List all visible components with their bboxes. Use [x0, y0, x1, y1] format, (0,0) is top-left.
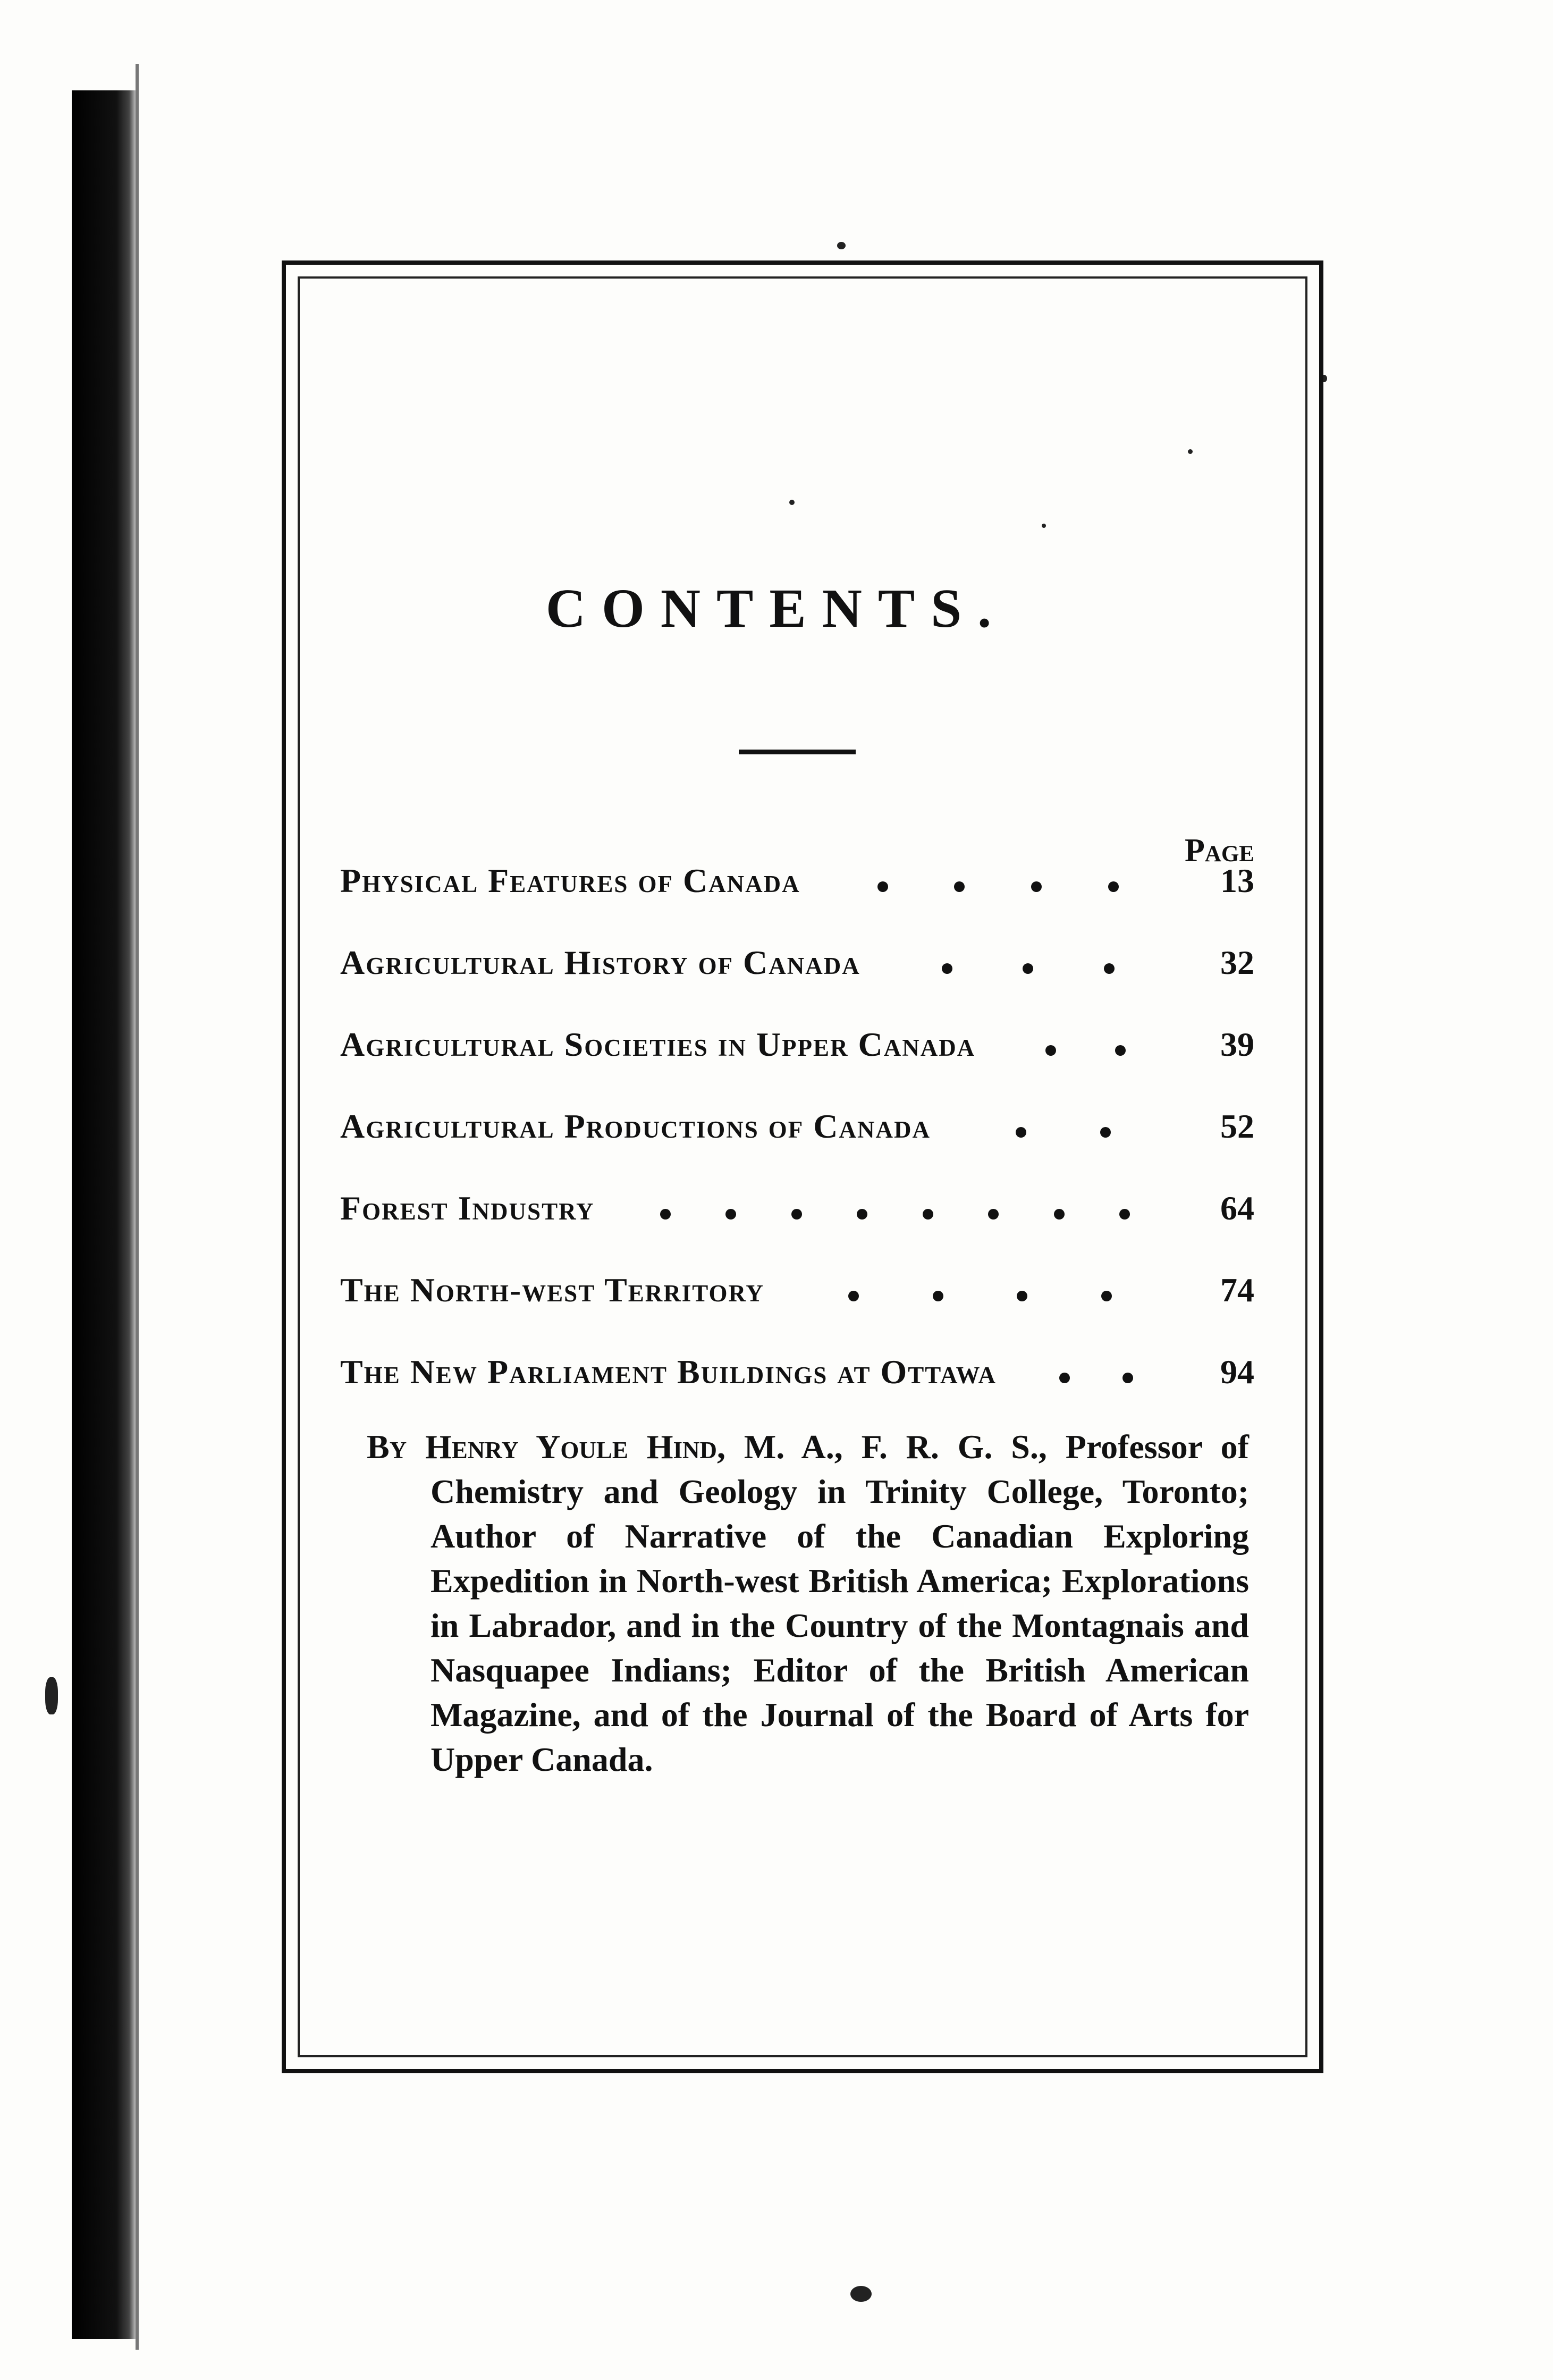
author-description: Professor of Chemistry and Geology in Trinity College, Toronto; Author of Narrative of the Canadian Exploring Expedition in North-west British America; Explorations in Labrador, and in the Country of the Montagnais and Nasquapee Indians; Editor of the British American Magazine, and of the Journal of the Board of Arts for Upper Canada.	[431, 1428, 1249, 1778]
toc-entry-page: 64	[1220, 1189, 1254, 1227]
author-credit	[367, 1425, 1249, 1782]
toc-leader-dots	[595, 1209, 1196, 1220]
toc-leader-dots	[997, 1373, 1196, 1383]
toc-entry-parliament-buildings	[340, 1352, 1254, 1434]
toc-entry-page: 74	[1220, 1271, 1254, 1309]
page-title: CONTENTS.	[545, 578, 1008, 639]
toc-entry-label: Agricultural Productions of Canada	[340, 1107, 931, 1145]
toc-leader-dots	[764, 1291, 1196, 1301]
toc-entry-agricultural-history	[340, 943, 1254, 1025]
toc-entry-label: Physical Features of Canada	[340, 862, 800, 899]
author-byline: By Henry Youle Hind, M. A., F. R. G. S.,	[367, 1428, 1047, 1466]
page-edge	[136, 64, 139, 2350]
book-spine-shadow	[72, 90, 136, 2339]
toc-entry-north-west-territory	[340, 1271, 1254, 1352]
page-speck	[837, 242, 846, 249]
toc-entry-page: 39	[1220, 1025, 1254, 1063]
page-speck	[45, 1677, 58, 1714]
toc-entry-page: 94	[1220, 1353, 1254, 1391]
toc-leader-dots	[975, 1045, 1196, 1056]
toc-entry-agricultural-productions	[340, 1107, 1254, 1189]
table-of-contents	[340, 861, 1254, 1434]
toc-entry-label: The North-west Territory	[340, 1271, 764, 1309]
toc-entry-page: 32	[1220, 944, 1254, 981]
toc-entry-label: Agricultural Societies in Upper Canada	[340, 1025, 976, 1063]
toc-entry-agricultural-societies	[340, 1025, 1254, 1107]
toc-leader-dots	[860, 963, 1196, 974]
title-rule	[739, 750, 856, 754]
toc-entry-label: Forest Industry	[340, 1189, 595, 1227]
toc-entry-page: 13	[1220, 862, 1254, 899]
toc-entry-physical-features	[340, 861, 1254, 943]
page-column-label: Page	[1184, 832, 1254, 869]
toc-leader-dots	[931, 1127, 1196, 1138]
toc-entry-label: Agricultural History of Canada	[340, 944, 860, 981]
toc-entry-label: The New Parliament Buildings at Ottawa	[340, 1353, 997, 1391]
toc-leader-dots	[800, 881, 1196, 892]
toc-entry-forest-industry	[340, 1189, 1254, 1271]
page-speck	[850, 2286, 872, 2302]
toc-entry-page: 52	[1220, 1107, 1254, 1145]
